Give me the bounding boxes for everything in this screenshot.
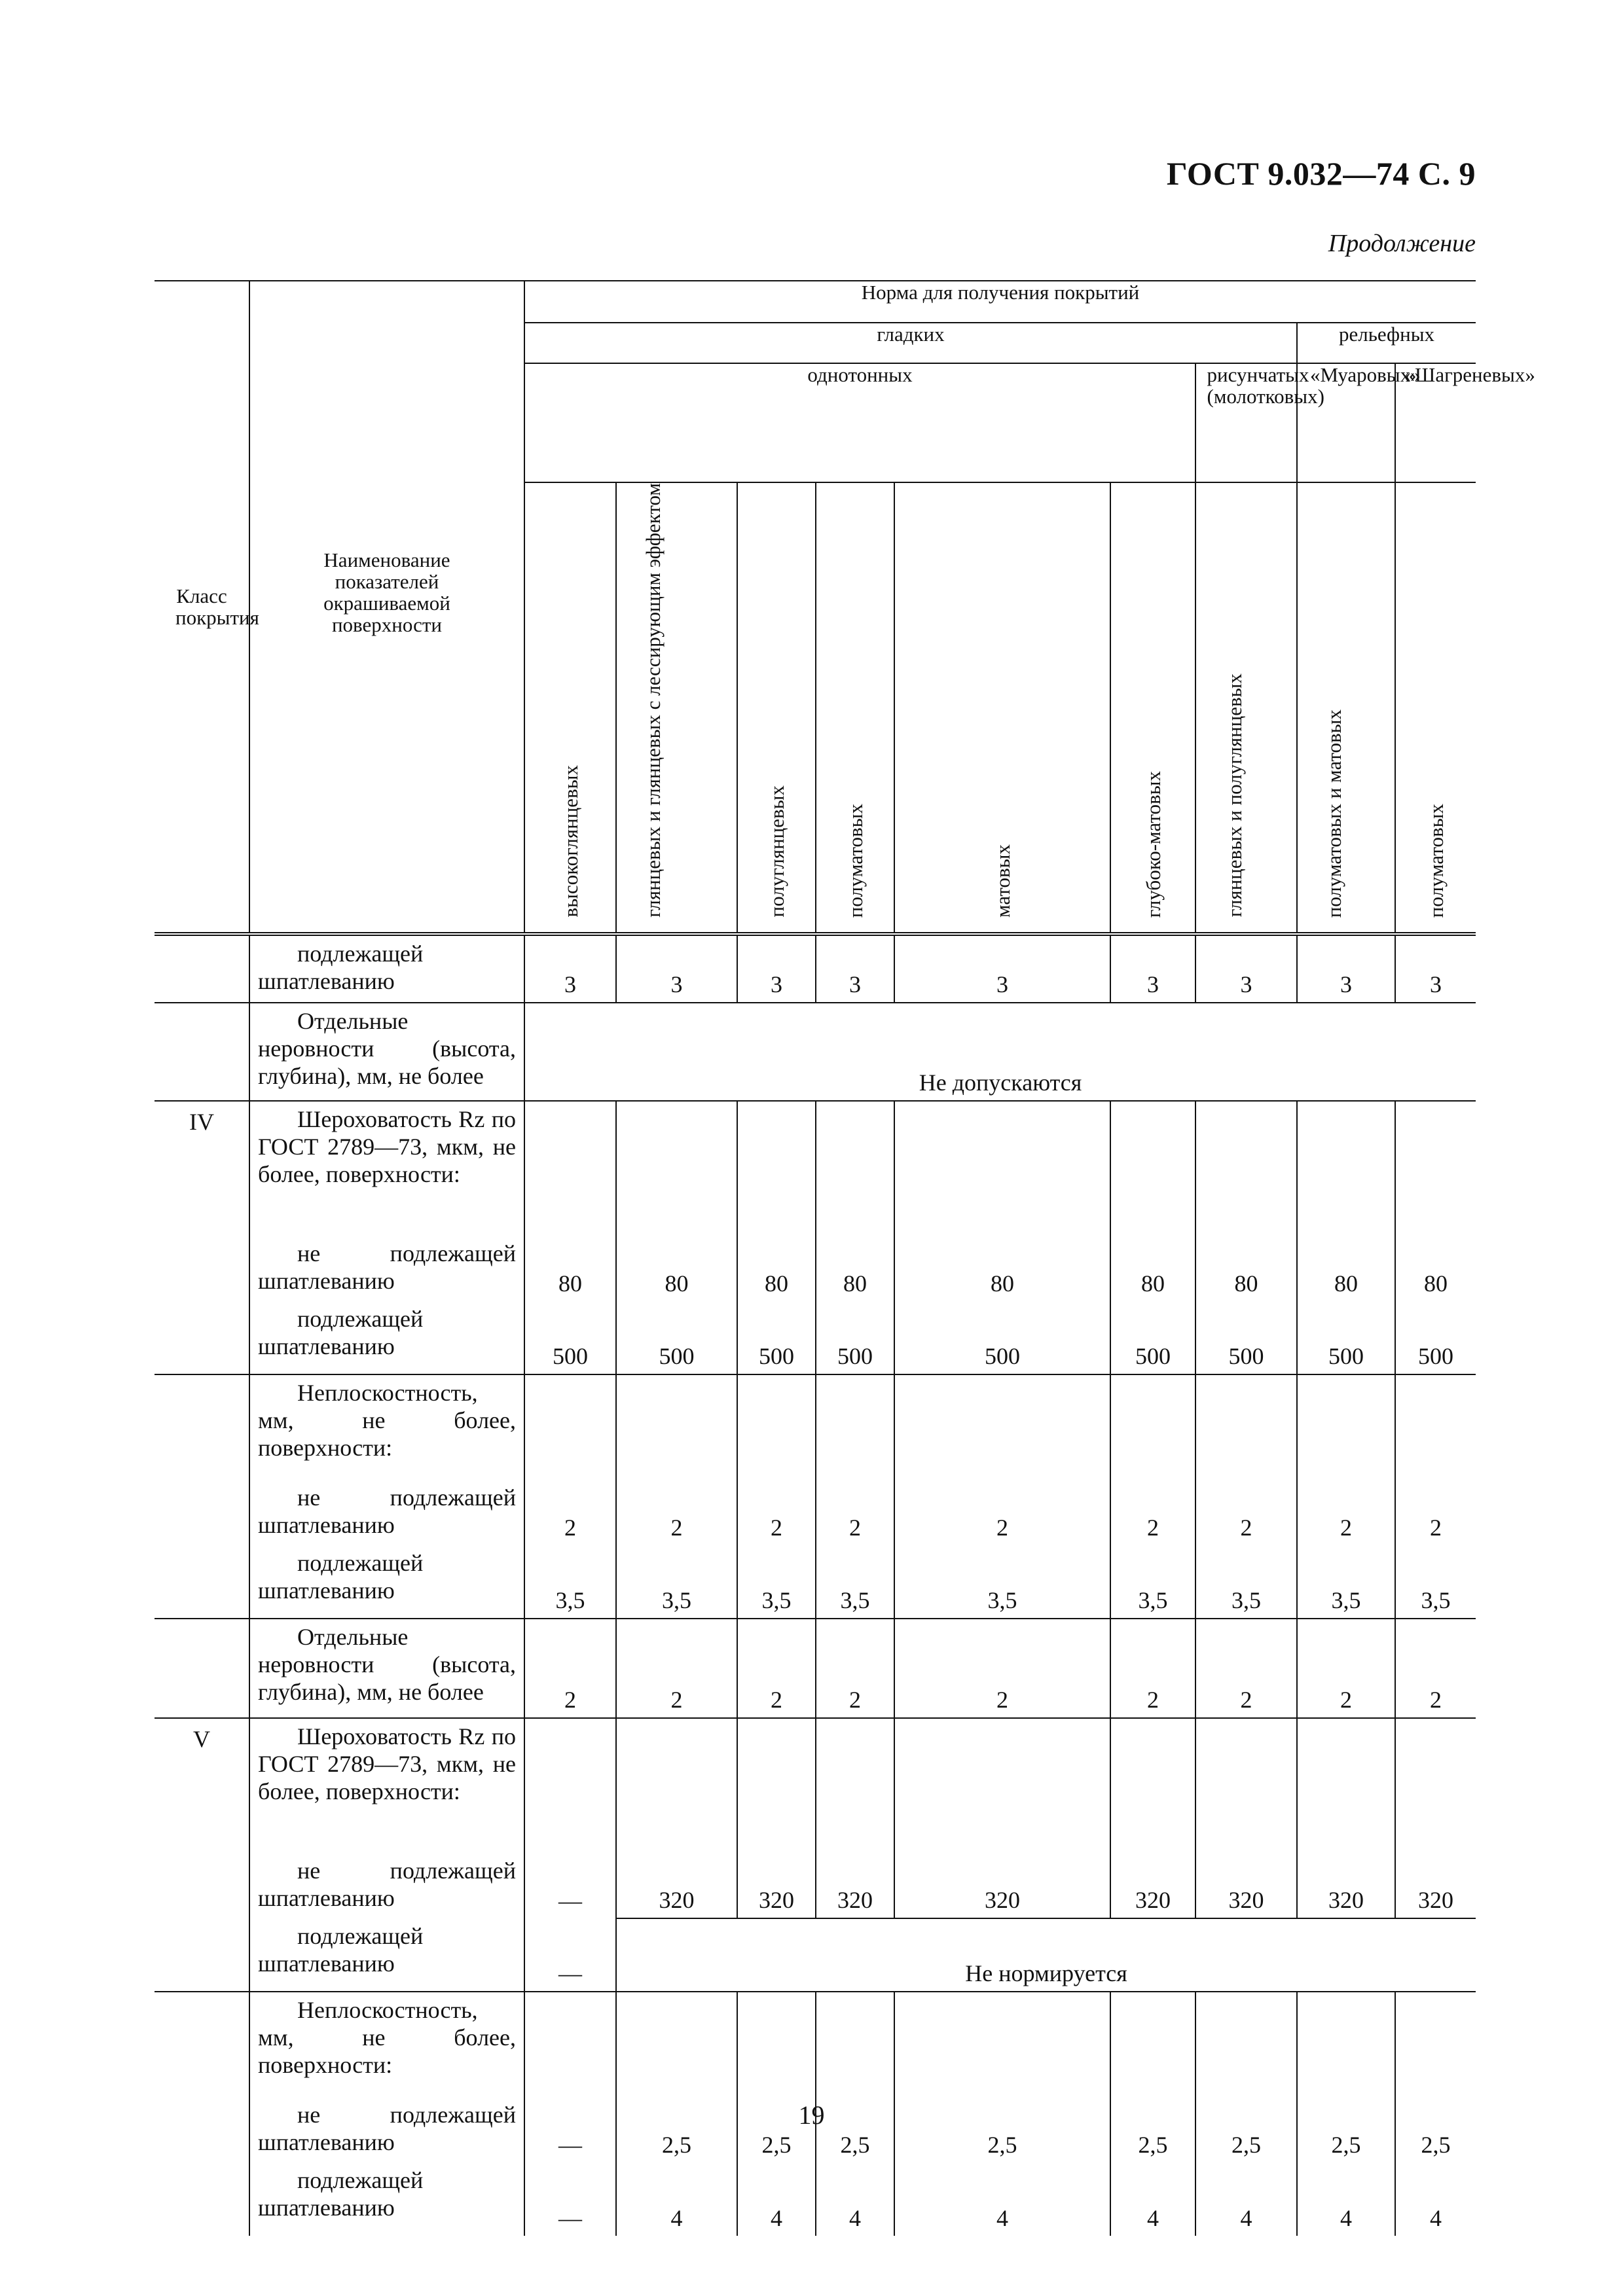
value-cell: 320	[1195, 1853, 1297, 1918]
continuation-label: Продолжение	[1328, 230, 1476, 257]
table-row	[155, 1619, 1476, 1718]
value-cell: 2,5	[1421, 2131, 1451, 2158]
subcol-header: полуматовых	[1424, 803, 1448, 918]
not-allowed-cell: Не допускаются	[524, 1003, 1476, 1101]
class-cell	[155, 1003, 249, 1101]
value-cell: 2,5	[1297, 2097, 1395, 2162]
value-cell: 2	[816, 1619, 894, 1718]
moire-header: «Муаровых»	[1297, 363, 1395, 482]
value-cell: 80	[616, 1236, 737, 1301]
value-cell: 80	[894, 1236, 1110, 1301]
value-cell: 3	[894, 934, 1110, 1003]
value-cell: 4	[1297, 2162, 1395, 2236]
value-cell: 2	[524, 1619, 616, 1718]
value-cell: 2	[1430, 1514, 1442, 1541]
value-cell: 2	[1110, 1480, 1195, 1545]
class-cell	[155, 1480, 249, 1545]
value-cell: 3,5	[1421, 1587, 1451, 1613]
value-cell: 2	[1297, 1480, 1395, 1545]
value-cell: 4	[1110, 2162, 1195, 2236]
table-row	[155, 1101, 1476, 1236]
row-label: подлежащей шпатлеванию	[249, 2162, 524, 2236]
subcol-header: матовых	[894, 482, 1110, 932]
value-cell: 4	[1195, 2162, 1297, 2236]
value-cell: 3	[1110, 934, 1195, 1003]
patterned-header: рисунчатых (молотковых)	[1195, 363, 1297, 482]
value-cell: 80	[816, 1236, 894, 1301]
value-cell: 2	[1110, 1619, 1195, 1718]
table-row	[155, 1918, 1476, 1992]
value-cell: 2	[616, 1480, 737, 1545]
value-cell: 320	[816, 1853, 894, 1918]
row-label: не подлежащей шпатлеванию	[249, 1236, 524, 1301]
table-row	[155, 1545, 1476, 1619]
single-tone-header: однотонных	[524, 363, 1195, 482]
value-cell: 2,5	[1195, 2097, 1297, 2162]
row-label: подлежащей шпатлеванию	[249, 1545, 524, 1619]
value-cell: 4	[1430, 2204, 1442, 2231]
value-cell: 320	[1418, 1886, 1454, 1913]
row-label: Отдельные неровности (высота, глубина), мм, не более	[249, 1003, 524, 1101]
value-cell: —	[524, 1853, 616, 1918]
value-cell: 2	[524, 1480, 616, 1545]
value-cell: 500	[816, 1301, 894, 1374]
subcol-header: глянцевых и полуглянцевых	[1195, 482, 1297, 932]
subcol-header: высокоглянцевых	[524, 482, 616, 932]
value-cell: 2,5	[894, 2097, 1110, 2162]
value-cell: 2	[894, 1480, 1110, 1545]
value-cell: 320	[1297, 1853, 1395, 1918]
value-cell: 4	[894, 2162, 1110, 2236]
class-cell	[155, 1619, 249, 1718]
shagreen-header: «Шагреневых»	[1395, 363, 1476, 482]
table-row	[155, 1992, 1476, 2097]
norm-header: Норма для получения покрытий	[524, 281, 1476, 323]
value-cell: 80	[1195, 1236, 1297, 1301]
value-cell: 3	[524, 934, 616, 1003]
table-row	[155, 1236, 1476, 1301]
value-cell: 500	[1110, 1301, 1195, 1374]
value-cell: 500	[737, 1301, 816, 1374]
value-cell: 2	[1195, 1480, 1297, 1545]
row-label: не подлежащей шпатлеванию	[249, 1853, 524, 1918]
subcol-header: полуматовых	[816, 482, 894, 932]
value-cell: —	[524, 2162, 616, 2236]
value-cell: 3,5	[894, 1545, 1110, 1619]
value-cell: 80	[1110, 1236, 1195, 1301]
value-cell: 3,5	[1297, 1545, 1395, 1619]
table-row	[155, 1301, 1476, 1374]
table-row	[155, 2162, 1476, 2236]
row-label: Неплоскостность, мм, не более, поверхности:	[249, 1992, 524, 2097]
value-cell: 2	[816, 1480, 894, 1545]
class-cell	[155, 1236, 249, 1301]
class-cell	[155, 1545, 249, 1619]
page-number: 19	[798, 2100, 825, 2130]
value-cell: 2	[1297, 1619, 1395, 1718]
value-cell: 320	[1110, 1853, 1195, 1918]
value-cell: 3	[1195, 934, 1297, 1003]
relief-header: рельефных	[1297, 323, 1476, 363]
class-cell	[155, 1992, 249, 2097]
value-cell: 3	[1430, 971, 1442, 997]
value-cell: 80	[737, 1236, 816, 1301]
class-cell: V	[155, 1718, 249, 1853]
norms-table	[155, 280, 1535, 2236]
smooth-header: гладких	[524, 323, 1297, 363]
subcol-header: полуглянцевых	[737, 482, 816, 932]
table-row	[155, 1003, 1476, 1101]
value-cell: 3	[616, 934, 737, 1003]
table-row	[155, 1853, 1476, 1918]
value-cell: 320	[616, 1853, 737, 1918]
value-cell: 320	[737, 1853, 816, 1918]
subcol-header: полуматовых и матовых	[1297, 482, 1395, 932]
value-cell: 500	[524, 1301, 616, 1374]
value-cell: 3,5	[816, 1545, 894, 1619]
table-row	[155, 934, 1476, 1003]
row-label: не подлежащей шпатлеванию	[249, 1480, 524, 1545]
col-class-header: Класс покрытия	[155, 281, 249, 932]
value-cell: 500	[894, 1301, 1110, 1374]
value-cell: 3	[816, 934, 894, 1003]
value-cell: 4	[737, 2162, 816, 2236]
value-cell: 2	[737, 1480, 816, 1545]
value-cell: 320	[894, 1853, 1110, 1918]
value-cell: 3,5	[616, 1545, 737, 1619]
class-cell	[155, 1853, 249, 1918]
value-cell: 4	[616, 2162, 737, 2236]
value-cell: —	[524, 1918, 616, 1992]
value-cell: 3,5	[1195, 1545, 1297, 1619]
col-name-header: Наименование показателей окрашиваемой поверхности	[249, 281, 524, 932]
value-cell: 2,5	[737, 2097, 816, 2162]
table-row	[155, 1480, 1476, 1545]
row-label: Шероховатость Rz по ГОСТ 2789—73, мкм, не более, поверхности:	[249, 1718, 524, 1853]
class-cell	[155, 1301, 249, 1374]
row-label: подлежащей шпатлеванию	[249, 1301, 524, 1374]
value-cell: 3	[737, 934, 816, 1003]
value-cell: 2,5	[616, 2097, 737, 2162]
subcol-header: глубоко-матовых	[1110, 482, 1195, 932]
class-cell	[155, 934, 249, 1003]
table-row	[155, 1374, 1476, 1480]
value-cell: 2	[616, 1619, 737, 1718]
value-cell: 2,5	[1110, 2097, 1195, 2162]
table-row	[155, 1718, 1476, 1853]
value-cell: 3	[1297, 934, 1395, 1003]
value-cell: 2	[737, 1619, 816, 1718]
page-header: ГОСТ 9.032—74 С. 9	[1166, 155, 1476, 192]
row-label: не подлежащей шпатлеванию	[249, 2097, 524, 2162]
class-cell	[155, 1374, 249, 1480]
value-cell: 3,5	[737, 1545, 816, 1619]
value-cell: 2	[1195, 1619, 1297, 1718]
subcol-header: глянцевых и глянцевых с лессирующим эффектом	[616, 482, 737, 932]
value-cell: 80	[524, 1236, 616, 1301]
value-cell: 80	[1424, 1270, 1448, 1297]
class-cell	[155, 2162, 249, 2236]
value-cell: 500	[1195, 1301, 1297, 1374]
value-cell: 3,5	[524, 1545, 616, 1619]
row-label: Неплоскостность, мм, не более, поверхности:	[249, 1374, 524, 1480]
row-label: подлежащей шпатлеванию	[249, 934, 524, 1003]
value-cell: 500	[1297, 1301, 1395, 1374]
class-cell	[155, 1918, 249, 1992]
value-cell: —	[524, 2097, 616, 2162]
value-cell: 3,5	[1110, 1545, 1195, 1619]
value-cell: 500	[1418, 1342, 1454, 1369]
class-cell: IV	[155, 1101, 249, 1236]
value-cell: 500	[616, 1301, 737, 1374]
value-cell: 2	[1395, 1619, 1476, 1718]
value-cell: 4	[816, 2162, 894, 2236]
value-cell: 80	[1297, 1236, 1395, 1301]
not-normalized-cell: Не нормируется	[616, 1918, 1476, 1992]
value-cell: 2	[894, 1619, 1110, 1718]
row-label: Шероховатость Rz по ГОСТ 2789—73, мкм, не более, поверхности:	[249, 1101, 524, 1236]
row-label: Отдельные неровности (высота, глубина), мм, не более	[249, 1619, 524, 1718]
row-label: подлежащей шпатлеванию	[249, 1918, 524, 1992]
value-cell: 2,5	[816, 2097, 894, 2162]
